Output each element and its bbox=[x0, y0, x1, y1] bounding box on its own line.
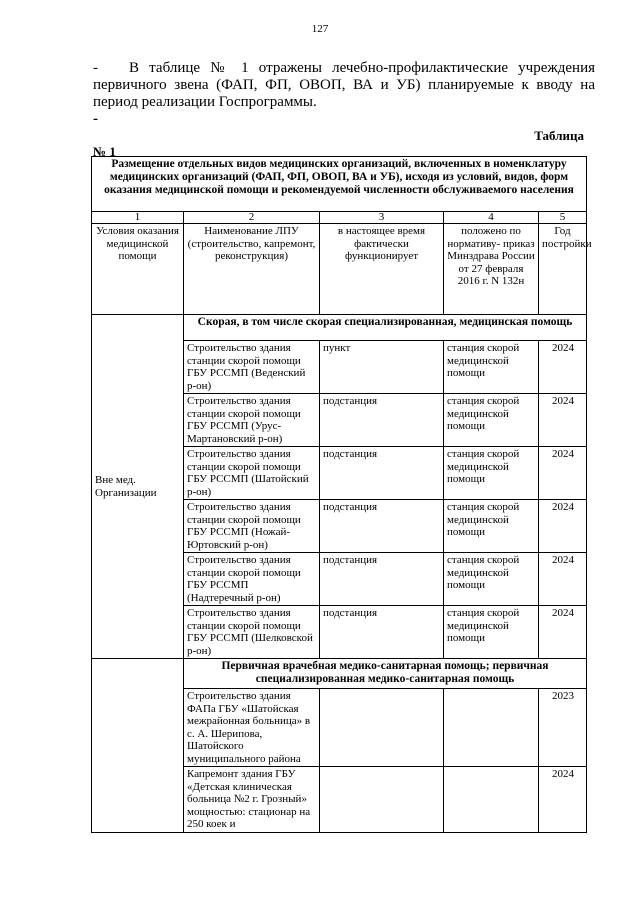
intro-text: В таблице № 1 отражены лечебно-профилактические учреждения первичного звена (ФАП, ФП, ОВОП, ВА и УБ) планируемые к вводу на период реализации Госпрограммы. bbox=[93, 60, 595, 110]
col-number: 1 bbox=[92, 212, 184, 224]
build-year: 2024 bbox=[539, 341, 587, 394]
page-number: 127 bbox=[311, 23, 329, 35]
normative-status bbox=[444, 767, 539, 833]
normative-status: станция скорой медицинской помощи bbox=[444, 447, 539, 500]
table-title: Размещение отдельных видов медицинских организаций, включенных в номенклатуру медицинских организаций (ФАП, ФП, ОВОП, ВА и УБ), исходя из условий, видов, форм оказания медицинской помощи и рекомендуемой численности обслуживаемого населения bbox=[92, 157, 587, 212]
facility-name: Строительство здания станции скорой помощи ГБУ РССМП (Веденский р-он) bbox=[184, 341, 320, 394]
build-year: 2024 bbox=[539, 606, 587, 659]
normative-status bbox=[444, 689, 539, 767]
current-status bbox=[320, 689, 444, 767]
col-number: 5 bbox=[539, 212, 587, 224]
intro-dash: - bbox=[93, 60, 98, 76]
current-status: подстанция bbox=[320, 394, 444, 447]
col-number: 4 bbox=[444, 212, 539, 224]
group-cell bbox=[92, 315, 184, 659]
build-year: 2024 bbox=[539, 447, 587, 500]
normative-status: станция скорой медицинской помощи bbox=[444, 394, 539, 447]
group-label: Вне мед. Организации bbox=[95, 474, 157, 499]
placement-table bbox=[91, 156, 592, 833]
section-title-primary-care: Первичная врачебная медико-санитарная помощь; первичная специализированная медико-санитарная помощь bbox=[184, 659, 587, 689]
header-facility-name: Наименование ЛПУ (строительство, капремонт, реконструкция) bbox=[184, 224, 320, 315]
facility-name: Строительство здания станции скорой помощи ГБУ РССМП (Шатойский р-он) bbox=[184, 447, 320, 500]
section-title-emergency: Скорая, в том числе скорая специализированная, медицинская помощь bbox=[184, 315, 587, 341]
current-status bbox=[320, 767, 444, 833]
facility-name: Строительство здания ФАПа ГБУ «Шатойская межрайонная больница» в с. А. Шерипова, Шатойского муниципального района bbox=[184, 689, 320, 767]
group-cell-empty bbox=[92, 659, 184, 833]
build-year: 2023 bbox=[539, 689, 587, 767]
table-caption-number: № 1 bbox=[93, 144, 116, 159]
facility-name: Строительство здания станции скорой помощи ГБУ РССМП (Надтеречный р-он) bbox=[184, 553, 320, 606]
current-status: подстанция bbox=[320, 447, 444, 500]
header-year: Год постройки bbox=[539, 224, 587, 315]
facility-name: Строительство здания станции скорой помощи ГБУ РССМП (Урус-Мартановский р-он) bbox=[184, 394, 320, 447]
col-number: 2 bbox=[184, 212, 320, 224]
normative-status: станция скорой медицинской помощи bbox=[444, 553, 539, 606]
facility-name: Строительство здания станции скорой помощи ГБУ РССМП (Шелковской р-он) bbox=[184, 606, 320, 659]
header-current: в настоящее время фактически функционирует bbox=[320, 224, 444, 315]
current-status: подстанция bbox=[320, 553, 444, 606]
build-year: 2024 bbox=[539, 500, 587, 553]
normative-status: станция скорой медицинской помощи bbox=[444, 341, 539, 394]
build-year: 2024 bbox=[539, 553, 587, 606]
table-caption-word: Таблица bbox=[534, 128, 584, 143]
current-status: подстанция bbox=[320, 606, 444, 659]
col-number: 3 bbox=[320, 212, 444, 224]
header-conditions: Условия оказания медицинской помощи bbox=[92, 224, 184, 315]
normative-status: станция скорой медицинской помощи bbox=[444, 500, 539, 553]
intro-paragraph bbox=[93, 60, 595, 111]
header-normative: положено по нормативу- приказ Минздрава России от 27 февраля 2016 г. N 132н bbox=[444, 224, 539, 315]
normative-status: станция скорой медицинской помощи bbox=[444, 606, 539, 659]
current-status: пункт bbox=[320, 341, 444, 394]
facility-name: Строительство здания станции скорой помощи ГБУ РССМП (Ножай-Юртовский р-он) bbox=[184, 500, 320, 553]
build-year: 2024 bbox=[539, 394, 587, 447]
second-dash: - bbox=[93, 111, 98, 127]
current-status: подстанция bbox=[320, 500, 444, 553]
build-year: 2024 bbox=[539, 767, 587, 833]
facility-name: Капремонт здания ГБУ «Детская клиническая больница №2 г. Грозный» мощностью: стационар на 250 коек и bbox=[184, 767, 320, 833]
